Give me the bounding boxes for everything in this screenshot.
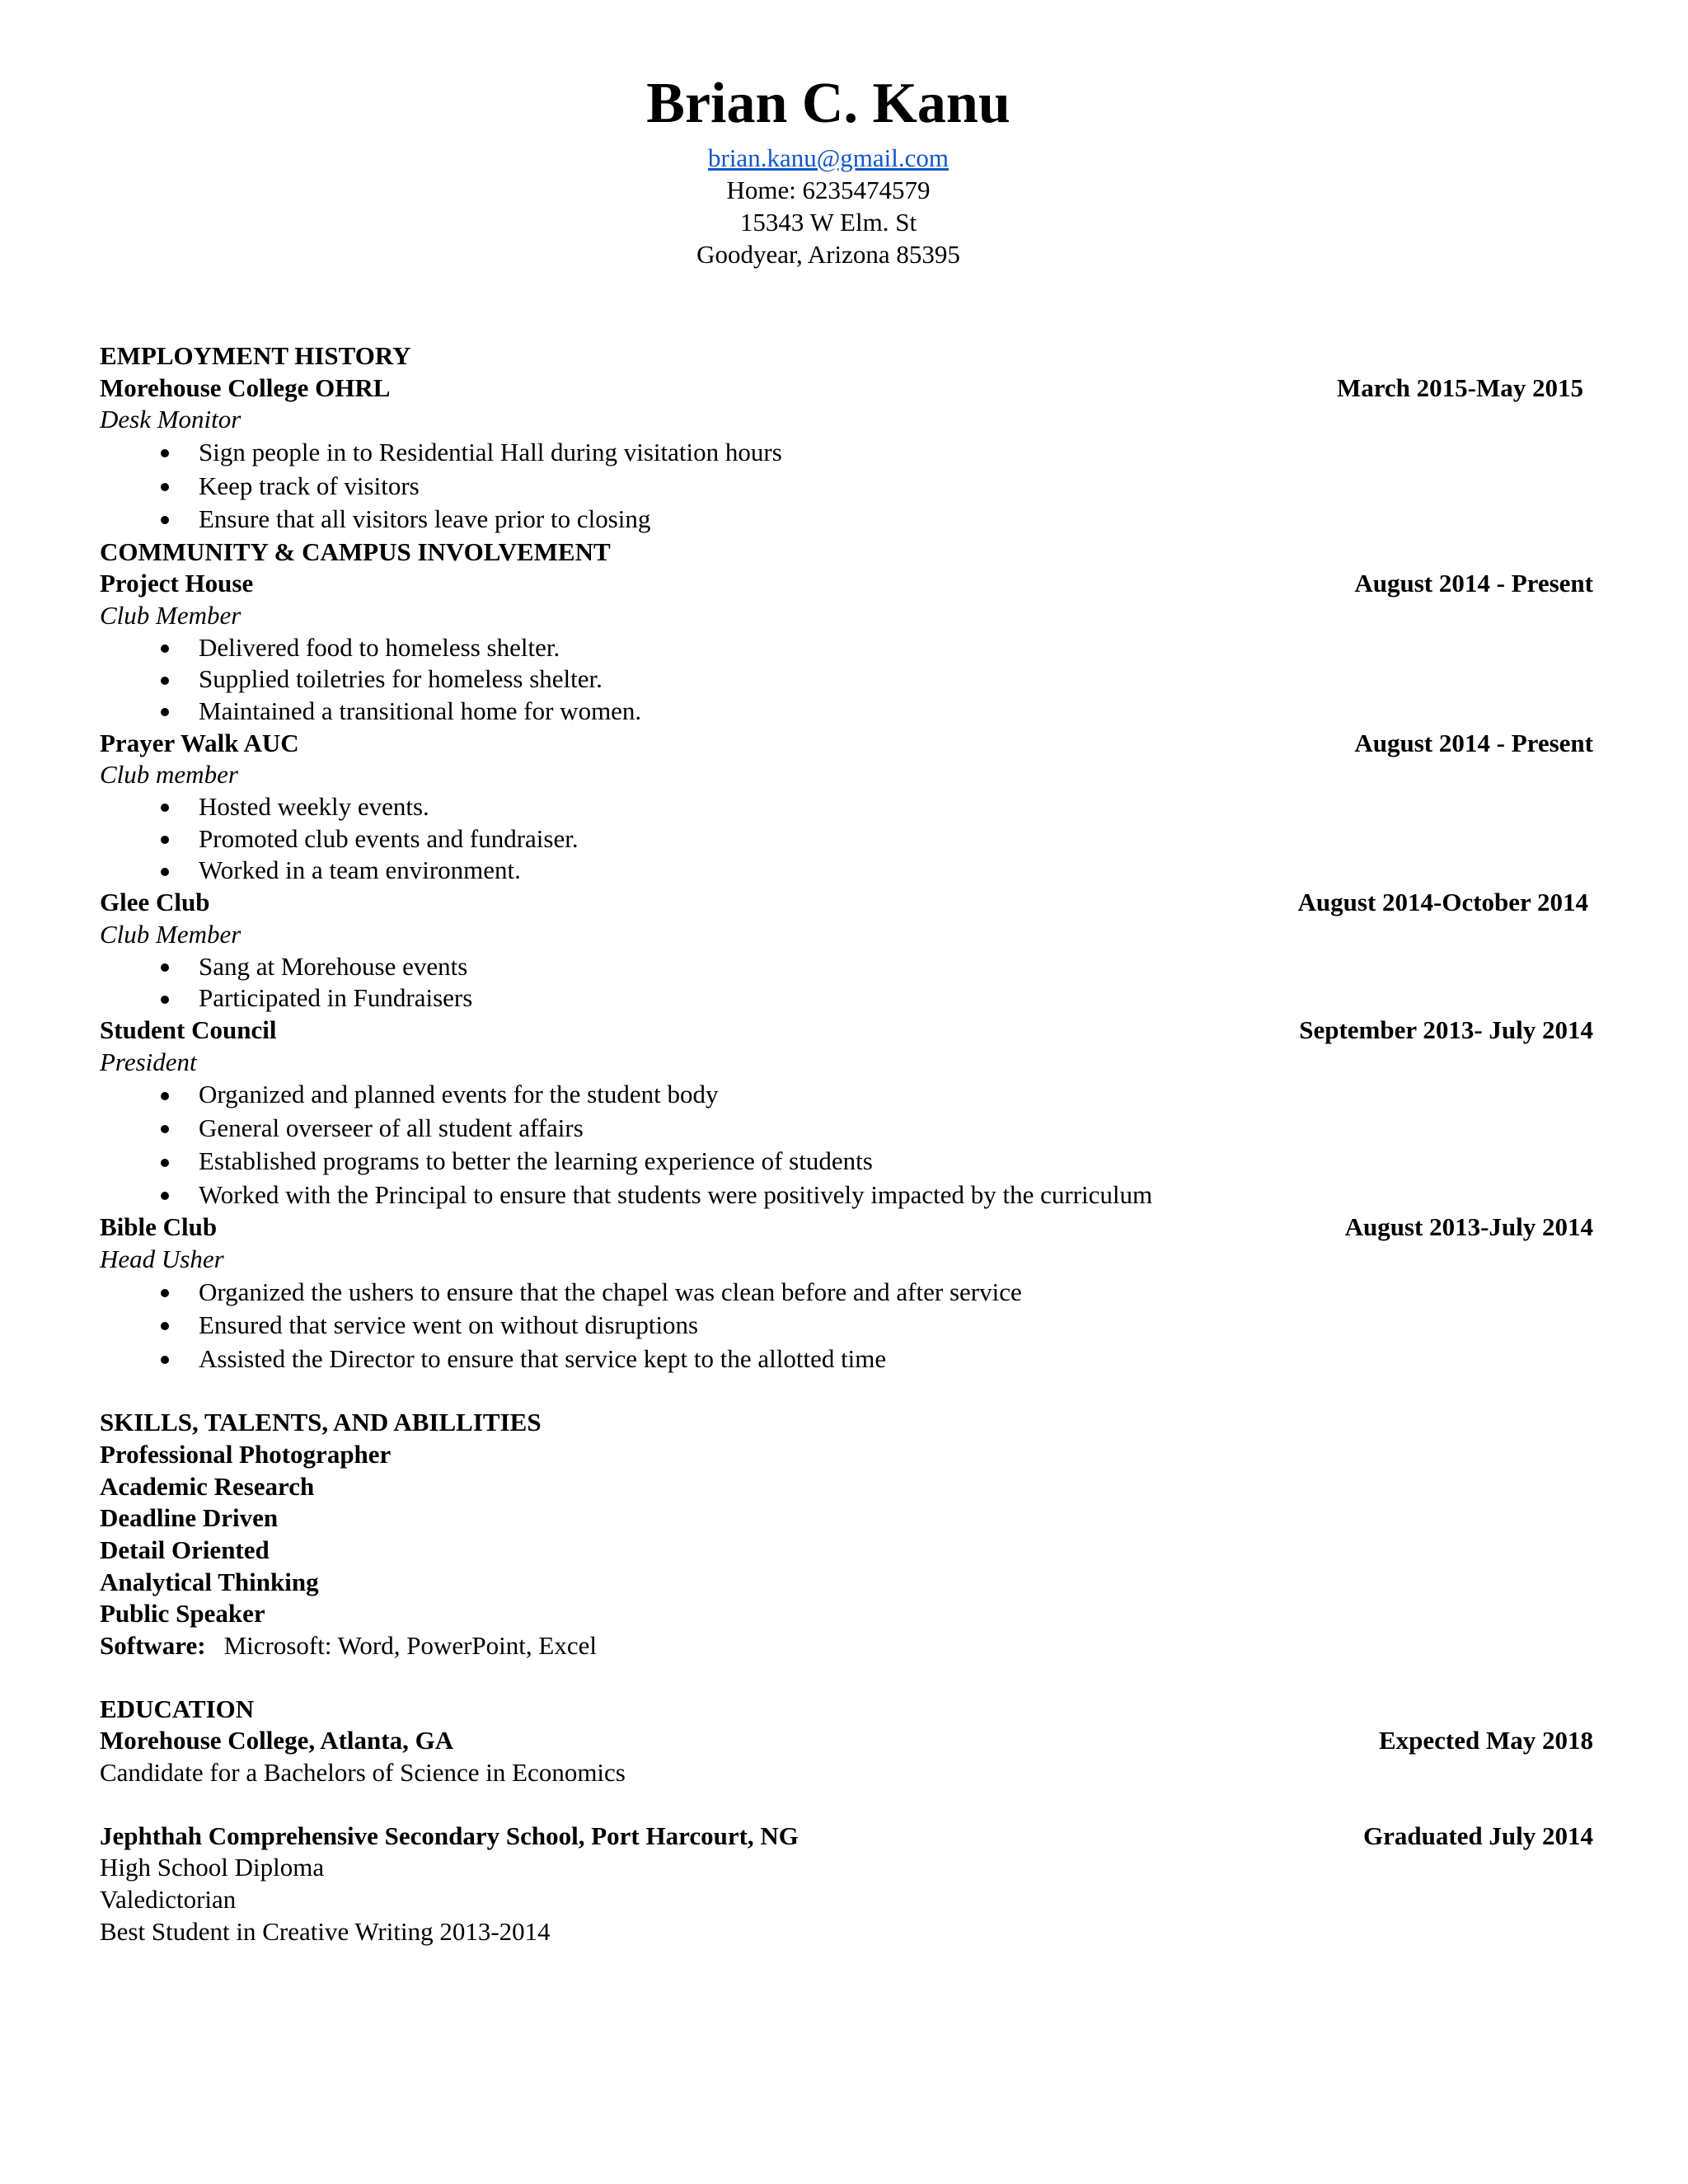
bullet-icon <box>161 1092 169 1100</box>
list-item: Assisted the Director to ensure that service kept to the allotted time <box>100 1343 1593 1376</box>
community-entry-header <box>100 728 1593 760</box>
bullet-icon <box>161 1192 169 1200</box>
employment-heading: EMPLOYMENT HISTORY <box>100 341 411 370</box>
list-item: Worked in a team environment. <box>100 855 1593 887</box>
entry-dates: August 2014 - Present <box>1354 728 1593 757</box>
skills-heading: SKILLS, TALENTS, AND ABILLITIES <box>100 1408 542 1437</box>
list-item: Ensure that all visitors leave prior to closing <box>100 503 1593 537</box>
bullet-icon <box>161 1125 169 1133</box>
entry-dates: August 2013-July 2014 <box>1344 1212 1593 1242</box>
entry-org: Bible Club <box>100 1212 218 1242</box>
entry-role: Club Member <box>100 919 241 949</box>
entry-role: President <box>100 1047 197 1076</box>
bullet-icon <box>161 996 169 1004</box>
bullet-icon <box>161 1356 169 1364</box>
entry-org: Student Council <box>100 1015 277 1044</box>
phone-number: Home: 6235474579 <box>726 176 931 204</box>
bullet-icon <box>161 644 169 653</box>
education-heading: EDUCATION <box>100 1694 255 1723</box>
list-item: Supplied toiletries for homeless shelter. <box>100 663 1593 696</box>
bullet-icon <box>161 1289 169 1297</box>
list-item: General overseer of all student affairs <box>100 1112 1593 1146</box>
entry-dates: August 2014 - Present <box>1354 569 1593 598</box>
list-item: Keep track of visitors <box>100 470 1593 504</box>
list-item: Promoted club events and fundraiser. <box>100 823 1593 855</box>
skill-item: Public Speaker <box>100 1599 265 1629</box>
entry-org: Prayer Walk AUC <box>100 728 299 757</box>
community-entry-header <box>100 568 1593 600</box>
community-heading: COMMUNITY & CAMPUS INVOLVEMENT <box>100 537 611 566</box>
school-detail: Valedictorian <box>100 1885 237 1915</box>
school-name: Morehouse College, Atlanta, GA <box>100 1726 454 1755</box>
community-entry-header <box>100 1015 1593 1047</box>
resume-header <box>0 66 1657 270</box>
software-label: Software: <box>100 1630 206 1660</box>
list-item: Participated in Fundraisers <box>100 982 1593 1015</box>
entry-dates: August 2014-October 2014 <box>1297 888 1588 917</box>
list-item: Delivered food to homeless shelter. <box>100 632 1593 664</box>
bullet-icon <box>161 677 169 685</box>
bullet-icon <box>161 868 169 876</box>
software-value: Microsoft: Word, PowerPoint, Excel <box>223 1630 597 1660</box>
school-detail: Candidate for a Bachelors of Science in Economics <box>100 1758 626 1787</box>
list-item: Established programs to better the learning experience of students <box>100 1145 1593 1179</box>
list-item: Organized and planned events for the student body <box>100 1078 1593 1112</box>
community-entry-header <box>100 887 1593 919</box>
employment-role: Desk Monitor <box>100 405 241 434</box>
skill-item: Detail Oriented <box>100 1535 270 1564</box>
software-line <box>100 1630 1593 1662</box>
city-state-zip: Goodyear, Arizona 85395 <box>696 240 960 269</box>
list-item: Worked with the Principal to ensure that students were positively impacted by the curriculum <box>100 1179 1593 1212</box>
entry-role: Head Usher <box>100 1244 224 1273</box>
bullet-icon <box>161 1159 169 1167</box>
community-entry-header <box>100 1212 1593 1244</box>
skill-item: Academic Research <box>100 1471 315 1501</box>
list-item: Sang at Morehouse events <box>100 951 1593 983</box>
school-name: Jephthah Comprehensive Secondary School, Port Harcourt, NG <box>100 1821 799 1850</box>
entry-org: Project House <box>100 569 254 598</box>
list-item: Sign people in to Residential Hall during visitation hours <box>100 436 1593 470</box>
employment-org: Morehouse College OHRL <box>100 373 391 402</box>
school-detail: Best Student in Creative Writing 2013-2014 <box>100 1916 551 1946</box>
employment-entry-header <box>100 373 1593 405</box>
entry-role: Club Member <box>100 600 241 630</box>
candidate-name: Brian C. Kanu <box>646 72 1010 135</box>
skill-item: Deadline Driven <box>100 1503 279 1533</box>
school-detail: High School Diploma <box>100 1853 325 1882</box>
skill-item: Professional Photographer <box>100 1439 392 1469</box>
bullet-icon <box>161 963 169 972</box>
list-item: Organized the ushers to ensure that the chapel was clean before and after service <box>100 1276 1593 1310</box>
list-item: Maintained a transitional home for women. <box>100 696 1593 728</box>
list-item: Hosted weekly events. <box>100 791 1593 823</box>
list-item: Ensured that service went on without disruptions <box>100 1309 1593 1343</box>
entry-role: Club member <box>100 760 238 790</box>
entry-dates: September 2013- July 2014 <box>1299 1015 1593 1044</box>
resume-body <box>100 340 1593 1947</box>
entry-org: Glee Club <box>100 888 210 917</box>
skill-item: Analytical Thinking <box>100 1567 319 1596</box>
email-link[interactable]: brian.kanu@gmail.com <box>708 143 949 172</box>
school-header <box>100 1821 1593 1853</box>
street-address: 15343 W Elm. St <box>739 208 917 237</box>
school-dates: Expected May 2018 <box>1378 1726 1593 1755</box>
bullet-icon <box>161 483 169 491</box>
school-dates: Graduated July 2014 <box>1362 1821 1593 1850</box>
employment-dates: March 2015-May 2015 <box>1336 373 1583 402</box>
school-header <box>100 1725 1593 1757</box>
